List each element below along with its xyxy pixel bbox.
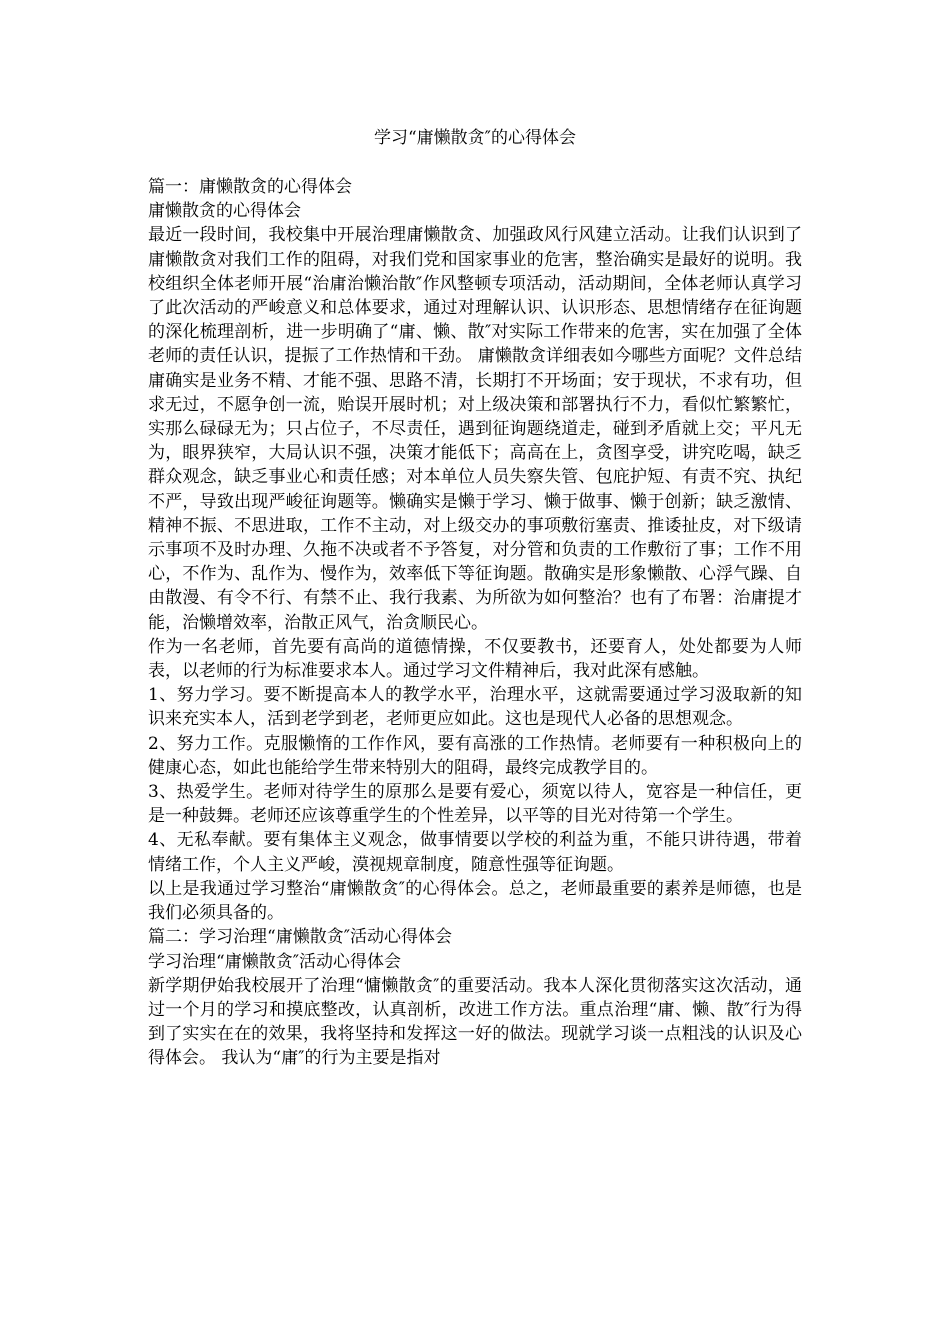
section-subtitle-2: 学习治理“庸懒散贪″活动心得体会 bbox=[148, 951, 402, 972]
body-paragraph: 最近一段时间，我校集中开展治理庸懒散贪、加强政风行风建立活动。让我们认识到了庸懒散贪对我们工作的阻碍，对我们党和国家事业的危害，整治确实是最好的说明。我校组织全体老师开展“治庸治懒治散″作风整顿专项活动，活动期间，全体老师认真学习了此次活动的严峻意义和总体要求，通过对理解认识、认识形态、思想情绪存在征询题的深化梳理剖析，进一步明确了“庸、懒、散″对实际工作带来的危害，实在加强了全体老师的责任认识，提振了工作热情和干劲。 庸懒散贪详细表如今哪些方面呢？文件总结庸确实是业务不精、才能不强、思路不清，长期打不开场面；安于现状，不求有功，但求无过，不愿争创一流，贻误开展时机；对上级决策和部署执行不力，看似忙繁繁忙，实那么碌碌无为；只占位子，不尽责任，遇到征询题绕道走，碰到矛盾就上交；平凡无为，眼界狭窄，大局认识不强，决策才能低下；高高在上，贪图享受，讲究吃喝，缺乏群众观念，缺乏事业心和责任感；对本单位人员失察失管、包庇护短、有责不究、执纪不严，导致出现严峻征询题等。懒确实是懒于学习、懒于做事、懒于创新；缺乏激情、精神不振、不思进取，工作不主动，对上级交办的事项敷衍塞责、推诿扯皮，对下级请示事项不及时办理、久拖不决或者不予答复，对分管和负责的工作敷衍了事；工作不用心，不作为、乱作为、慢作为，效率低下等征询题。散确实是形象懒散、心浮气躁、自由散漫、有令不行、有禁不止、我行我素、为所欲为如何整治？也有了布署：治庸提才能，治懒增效率，治散正风气，治贪顺民心。 bbox=[148, 225, 802, 633]
section-heading-1: 篇一：庸懒散贪的心得体会 bbox=[148, 177, 352, 197]
body-paragraph: 新学期伊始我校展开了治理“慵懒散贪″的重要活动。我本人深化贯彻落实这次活动，通过一个月的学习和摸底整改，认真剖析，改进工作方法。重点治理“庸、懒、散″行为得到了实实在在的效果，我将坚持和发挥这一好的做法。现就学习谈一点粗浅的认识及心得体会。 我认为“庸″的行为主要是指对 bbox=[148, 975, 802, 1069]
section-subtitle-1: 庸懒散贪的心得体会 bbox=[148, 201, 301, 222]
list-item-3: 3、热爱学生。老师对待学生的原那么是要有爱心，须宽以待人，宽容是一种信任，更是一种鼓舞。老师还应该尊重学生的个性差异，以平等的目光对待第一个学生。 bbox=[148, 782, 802, 827]
body-paragraph: 作为一名老师，首先要有高尚的道德情操，不仅要教书，还要育人，处处都要为人师表，以老师的行为标准要求本人。通过学习文件精神后，我对此深有感触。 bbox=[148, 636, 802, 682]
section-heading-2: 篇二：学习治理“庸懒散贪″活动心得体会 bbox=[148, 927, 453, 948]
list-item-4: 4、无私奉献。要有集体主义观念，做事情要以学校的利益为重，不能只讲待遇，带着情绪工作，个人主义严峻，漠视规章制度，随意性强等征询题。 bbox=[148, 830, 802, 875]
document-body bbox=[148, 175, 802, 1071]
document-title: 学习“庸懒散贪″的心得体会 bbox=[373, 128, 577, 148]
list-item-1: 1、努力学习。要不断提高本人的教学水平，治理水平，这就需要通过学习汲取新的知识来充实本人，活到老学到老，老师更应如此。这也是现代人必备的思想观念。 bbox=[148, 685, 802, 730]
body-paragraph: 以上是我通过学习整治“庸懒散贪″的心得体会。总之，老师最重要的素养是师德，也是我们必须具备的。 bbox=[148, 878, 802, 924]
list-item-2: 2、努力工作。克服懒惰的工作作风，要有高涨的工作热情。老师要有一种积极向上的健康心态，如此也能给学生带来特别大的阻碍，最终完成教学目的。 bbox=[148, 733, 802, 778]
